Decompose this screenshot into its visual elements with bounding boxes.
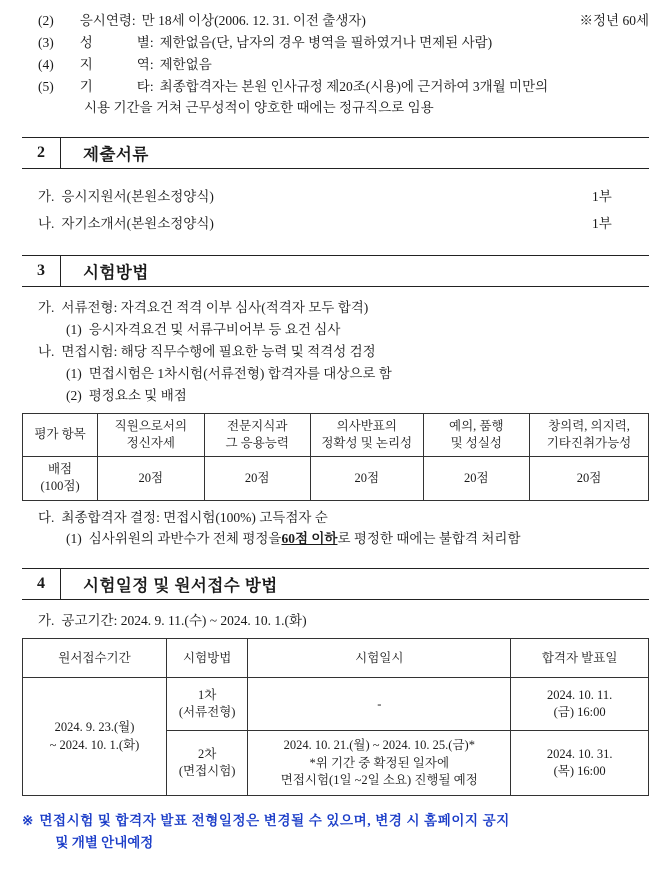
section-title: 시험방법 xyxy=(83,263,149,283)
qualification-list xyxy=(22,10,649,119)
section-title: 제출서류 xyxy=(83,145,149,165)
item-text: 응시자격요건 및 서류구비어부 등 요건 심사 xyxy=(88,322,341,338)
table-cell: 20점 xyxy=(423,457,529,501)
table-header-cell: 합격자 발표일 xyxy=(511,639,649,678)
table-header-cell: 시험방법 xyxy=(166,639,247,678)
item-amount: 1부 xyxy=(592,189,612,205)
item-label: 나. xyxy=(38,344,55,360)
item-label: 응시연령: xyxy=(79,13,136,28)
list-item xyxy=(22,385,649,407)
item-amount: 1부 xyxy=(592,216,612,232)
item-label: 가. xyxy=(38,300,55,316)
list-item xyxy=(22,76,649,98)
section-header-method xyxy=(22,255,649,287)
item-text: 면접시험은 1차시험(서류전형) 합격자를 대상으로 함 xyxy=(88,365,392,381)
item-number: (3) xyxy=(38,34,54,50)
item-label: 가. xyxy=(38,613,55,629)
item-text: 평정요소 및 배점 xyxy=(88,387,187,403)
table-cell-method: 1차 (서류전형) xyxy=(166,678,247,731)
list-item xyxy=(22,507,649,529)
table-header-cell: 전문지식과 그 응용능력 xyxy=(204,413,310,457)
table-cell-date: 2024. 10. 21.(월) ~ 2024. 10. 25.(금)* *위 기간 중 확정된 일자에 면접시험(1일 ~2일 소요) 진행될 예정 xyxy=(248,731,511,796)
item-text: 제한없음(단, 남자의 경우 병역을 필하였거나 면제된 사람) xyxy=(159,34,493,50)
table-header-cell: 직원으로서의 정신자세 xyxy=(98,413,204,457)
item-text: 만 18세 이상(2006. 12. 31. 이전 출생자) xyxy=(141,13,366,28)
table-cell: 20점 xyxy=(310,457,423,501)
item-text: 최종합격자 결정: 면접시험(100%) 고득점자 순 xyxy=(61,509,328,525)
item-text: 응시지원서(본원소정양식) xyxy=(61,189,214,205)
list-item xyxy=(22,319,649,341)
table-cell: 20점 xyxy=(204,457,310,501)
item-number: (2) xyxy=(38,13,54,28)
section-number: 3 xyxy=(22,256,61,286)
item-label-2: 별: xyxy=(136,34,154,50)
item-text: 면접시험: 해당 직무수행에 필요한 능력 및 적격성 검정 xyxy=(61,344,376,360)
table-header-cell: 원서접수기간 xyxy=(23,639,167,678)
schedule-table xyxy=(22,638,649,796)
table-cell-period: 2024. 9. 23.(월) ~ 2024. 10. 1.(화) xyxy=(23,678,167,796)
item-label: 다. xyxy=(38,509,55,525)
footnote-line-1: 면접시험 및 합격자 발표 전형일정은 변경될 수 있으며, 변경 시 홈페이지 공지 xyxy=(39,813,510,829)
list-item xyxy=(22,528,649,550)
item-text: 서류전형: 자격요건 적격 이부 심사(적격자 모두 합격) xyxy=(61,300,369,316)
list-item xyxy=(22,363,649,385)
item-text-post: 로 평정한 때에는 불합격 처리함 xyxy=(337,531,521,547)
schedule-intro xyxy=(22,610,649,632)
list-item xyxy=(22,341,649,363)
table-cell: 20점 xyxy=(530,457,649,501)
table-row xyxy=(23,639,649,678)
table-row xyxy=(23,413,649,457)
evaluation-table xyxy=(22,413,649,501)
table-header-cell: 시험일시 xyxy=(248,639,511,678)
section-title: 시험일정 및 원서접수 방법 xyxy=(83,576,278,596)
footnote-body xyxy=(39,810,649,853)
list-item xyxy=(22,54,649,76)
item-label: (1) xyxy=(66,531,82,547)
table-header-cell: 예의, 품행 및 성실성 xyxy=(423,413,529,457)
method-list-2 xyxy=(22,507,649,551)
item-label: 성 xyxy=(79,34,93,50)
item-label-2: 역: xyxy=(136,56,154,72)
list-item xyxy=(22,297,649,319)
table-row xyxy=(23,678,649,731)
item-number: (4) xyxy=(38,56,54,72)
item-label: (1) xyxy=(66,322,82,338)
item-text: 공고기간: 2024. 9. 11.(수) ~ 2024. 10. 1.(화) xyxy=(61,613,307,629)
item-text-pre: 심사위원의 과반수가 전체 평정을 xyxy=(88,531,282,547)
list-item xyxy=(22,210,649,237)
item-number: (5) xyxy=(38,78,54,94)
item-label: 기 xyxy=(79,78,93,94)
list-item xyxy=(22,32,649,54)
item-text: 시용 기간을 거쳐 근무성적이 양호한 때에는 정규직으로 임용 xyxy=(84,100,434,116)
item-label: 지 xyxy=(79,56,93,72)
list-item xyxy=(22,183,649,210)
item-extra: ※정년 60세 xyxy=(579,13,649,28)
table-header-cell: 의사반표의 정확성 및 논리성 xyxy=(310,413,423,457)
table-cell-method: 2차 (면접시험) xyxy=(166,731,247,796)
table-row-label: 배점 (100점) xyxy=(23,457,98,501)
item-text: 최종합격자는 본원 인사규정 제20조(시용)에 근거하여 3개월 미만의 xyxy=(159,78,549,94)
item-label: (2) xyxy=(66,387,82,403)
documents-list xyxy=(22,179,649,237)
item-label: (1) xyxy=(66,365,82,381)
footnote-line-2: 및 개별 안내예정 xyxy=(55,834,154,850)
item-label: 가. xyxy=(38,189,55,205)
section-number: 2 xyxy=(22,138,61,168)
table-cell-announce: 2024. 10. 31. (목) 16:00 xyxy=(511,731,649,796)
table-header-cell: 창의력, 의지력, 기타진취가능성 xyxy=(530,413,649,457)
footnote xyxy=(22,810,649,853)
item-text: 제한없음 xyxy=(159,56,212,72)
table-row xyxy=(23,457,649,501)
asterisk-icon: ※ xyxy=(22,813,34,829)
item-text: 자기소개서(본원소정양식) xyxy=(61,216,214,232)
item-label: 나. xyxy=(38,216,55,232)
table-cell-date: - xyxy=(248,678,511,731)
item-label-2: 타: xyxy=(136,78,154,94)
section-header-schedule xyxy=(22,568,649,600)
table-cell-announce: 2024. 10. 11. (금) 16:00 xyxy=(511,678,649,731)
table-header-cell: 평가 항목 xyxy=(23,413,98,457)
table-cell: 20점 xyxy=(98,457,204,501)
section-header-documents xyxy=(22,137,649,169)
list-item-continuation xyxy=(22,97,649,119)
section-number: 4 xyxy=(22,569,61,599)
list-item xyxy=(22,10,649,32)
method-list xyxy=(22,297,649,406)
item-emphasis: 60점 이하 xyxy=(281,531,338,547)
